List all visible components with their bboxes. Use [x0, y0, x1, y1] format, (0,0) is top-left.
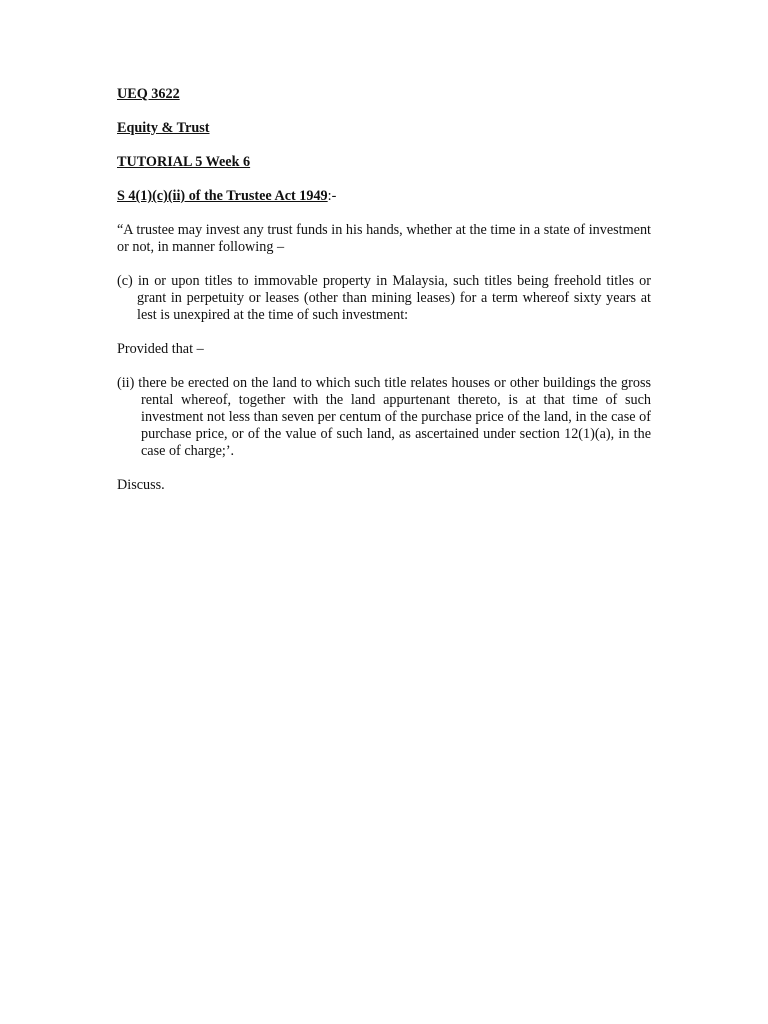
quote-intro: “A trustee may invest any trust funds in his hands, whether at the time in a state of investment or not, in manner following –: [117, 222, 651, 255]
clause-ii: (ii) there be erected on the land to which such title relates houses or other buildings the gross rental whereof, together with the land appurtenant thereto, is at that time of such investment not less than seven per centum of the purchase price of the land, in the case of purchase price, or of the value of such land, as ascertained under section 12(1)(a), in the case of charge;’.: [117, 375, 651, 459]
document-page: [117, 86, 651, 511]
section-reference-text: S 4(1)(c)(ii) of the Trustee Act 1949: [117, 188, 328, 204]
section-reference: [117, 188, 651, 205]
course-name: Equity & Trust: [117, 120, 210, 136]
section-reference-suffix: :-: [327, 188, 337, 204]
clause-c: (c) in or upon titles to immovable property in Malaysia, such titles being freehold titles or grant in perpetuity or leases (other than mining leases) for a term whereof sixty years at lest is unexpired at the time of such investment:: [117, 273, 651, 323]
proviso: Provided that –: [117, 341, 204, 357]
instruction: Discuss.: [117, 477, 165, 493]
course-code: UEQ 3622: [117, 86, 180, 102]
tutorial-title: TUTORIAL 5 Week 6: [117, 154, 251, 170]
